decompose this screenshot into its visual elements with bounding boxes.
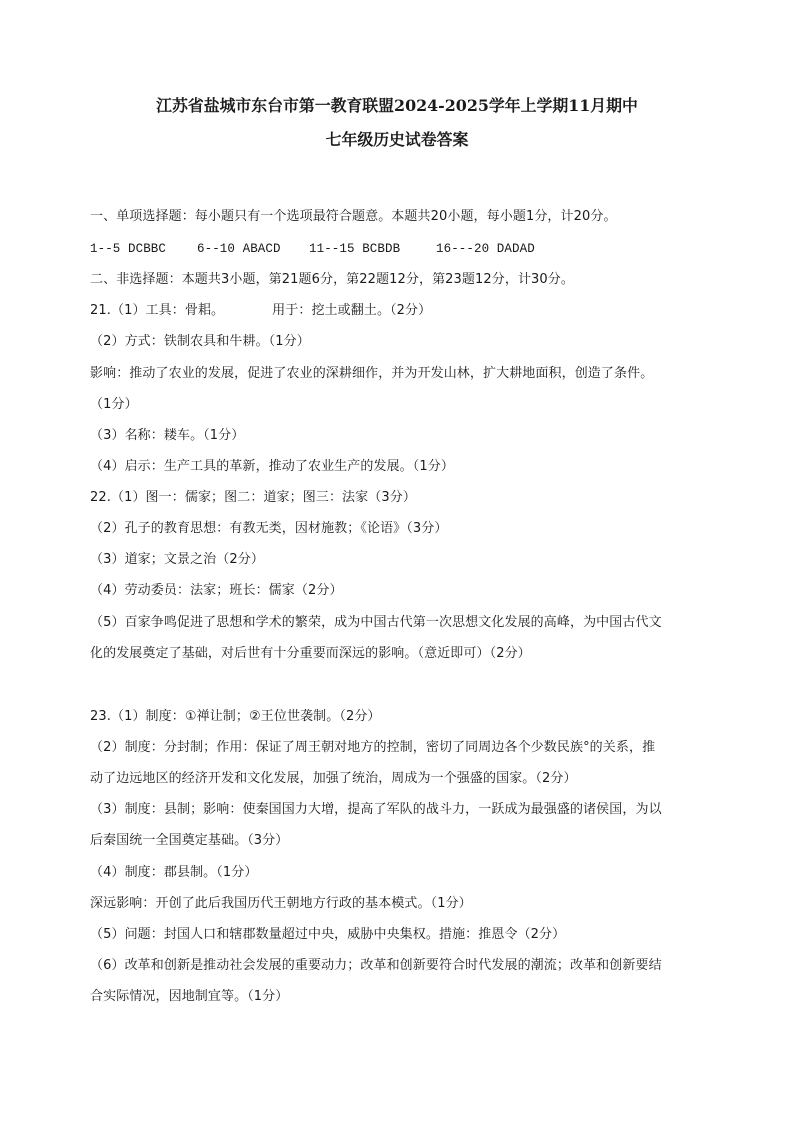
q23-line-9: （6）改革和创新是推动社会发展的重要动力；改革和创新要符合时代发展的潮流；改革和创新要结 xyxy=(90,958,662,973)
q22-line-3: （3）道家；文景之治（2分） xyxy=(90,552,264,567)
q23-line-1: 23.（1）制度：①禅让制；②王位世袭制。（2分） xyxy=(90,709,381,724)
document-title-line-2: 七年级历史试卷答案 xyxy=(325,130,469,149)
q21-line-3: 影响：推动了农业的发展，促进了农业的深耕细作，并为开发山林，扩大耕地面积，创造了条件。 xyxy=(90,366,654,381)
q21-tool-answer: 21.（1）工具：骨耜。 xyxy=(90,303,225,318)
q23-line-7: 深远影响：开创了此后我国历代王朝地方行政的基本模式。（1分） xyxy=(90,896,472,911)
q23-line-10: 合实际情况，因地制宜等。（1分） xyxy=(90,989,289,1004)
q23-line-6: （4）制度：郡县制。（1分） xyxy=(90,865,258,880)
q22-line-2: （2）孔子的教育思想：有教无类，因材施教；《论语》（3分） xyxy=(90,521,448,536)
q23-line-3: 动了边远地区的经济开发和文化发展，加强了统治，周成为一个强盛的国家。（2分） xyxy=(90,771,577,786)
q22-line-1: 22.（1）图一：儒家；图二：道家；图三：法家（3分） xyxy=(90,490,416,505)
mc-answer-group-2: 6--10 ABACD xyxy=(197,242,281,256)
q21-use-answer: 用于：挖土或翻土。（2分） xyxy=(272,303,432,318)
q22-line-5: （5）百家争鸣促进了思想和学术的繁荣，成为中国古代第一次思想文化发展的高峰，为中国古代文 xyxy=(90,615,662,630)
q23-line-8: （5）问题：封国人口和辖郡数量超过中央，威胁中央集权。措施：推恩令（2分） xyxy=(90,927,566,942)
section-2-heading: 二、非选择题：本题共3小题，第21题6分，第22题12分，第23题12分，计30分。 xyxy=(90,272,574,287)
section-1-heading: 一、单项选择题：每小题只有一个选项最符合题意。本题共20小题，每小题1分，计20分。 xyxy=(90,209,617,224)
mc-answer-row xyxy=(90,239,710,259)
q21-line-2: （2）方式：铁制农具和牛耕。（1分） xyxy=(90,334,310,349)
q23-line-2: （2）制度：分封制；作用：保证了周王朝对地方的控制，密切了同周边各个少数民族°的关系，推 xyxy=(90,740,656,755)
q21-line-1 xyxy=(90,301,710,321)
q21-line-6: （4）启示：生产工具的革新，推动了农业生产的发展。（1分） xyxy=(90,459,454,474)
mc-answer-group-1: 1--5 DCBBC xyxy=(90,242,167,256)
q22-line-4: （4）劳动委员：法家；班长：儒家（2分） xyxy=(90,583,343,598)
q21-line-5: （3）名称：耧车。（1分） xyxy=(90,428,245,443)
q22-line-6: 化的发展奠定了基础，对后世有十分重要而深远的影响。（意近即可）（2分） xyxy=(90,646,531,661)
q23-line-5: 后秦国统一全国奠定基础。（3分） xyxy=(90,833,289,848)
q23-line-4: （3）制度：县制；影响：使秦国国力大增，提高了军队的战斗力，一跃成为最强盛的诸侯国，为以 xyxy=(90,802,662,817)
document-title-line-1: 江苏省盐城市东台市第一教育联盟2024-2025学年上学期11月期中 xyxy=(156,96,638,115)
mc-answer-group-4: 16---20 DADAD xyxy=(436,242,535,256)
mc-answer-group-3: 11--15 BCBDB xyxy=(309,242,401,256)
q21-line-4: （1分） xyxy=(90,397,138,412)
